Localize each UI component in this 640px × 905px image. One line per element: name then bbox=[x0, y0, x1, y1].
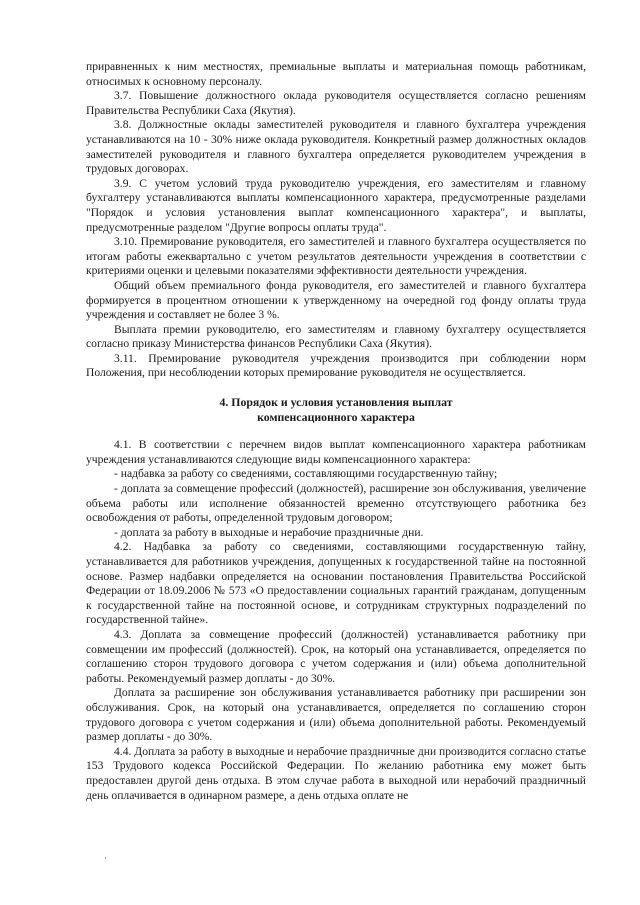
paragraph: - доплата за совмещение профессий (должностей), расширение зон обслуживания, увеличение объема работы или исполнение обязанностей временно отсутствующего работника без освобождения от работы, определенной трудовым договором; bbox=[86, 482, 586, 525]
paragraph: 3.10. Премирование руководителя, его заместителей и главного бухгалтера осуществляется по итогам работы ежеквартально с учетом результатов деятельности учреждения в соответствии с критериями оценки и целевыми показателями эффективности деятельности учреждения. bbox=[86, 235, 586, 278]
paragraph: - доплата за работу в выходные и нерабочие праздничные дни. bbox=[114, 525, 424, 539]
paragraph: 3.8. Должностные оклады заместителей руководителя и главного бухгалтера учреждения устанавливаются на 10 - 30% ниже оклада руководителя. Конкретный размер должностных окладов заместителей руководителя и главного бухгалтера определяется руководителем учреждения в трудовых договорах. bbox=[86, 118, 586, 176]
paragraph: 3.11. Премирование руководителя учреждения производится при соблюдении норм Положения, при несоблюдении которых премирование руководителя не осуществляется. bbox=[86, 351, 586, 380]
spacer bbox=[86, 424, 586, 438]
paragraph: Доплата за расширение зон обслуживания устанавливается работнику при расширении зон обслуживания. Срок, на который она устанавливается, определяется по соглашению сторон трудового договора с учетом содержания и (или) объема дополнительной работы. Рекомендуемый размер доплаты - до 30%. bbox=[86, 686, 586, 744]
paragraphs-after-heading bbox=[86, 438, 586, 803]
paragraph: 3.7. Повышение должностного оклада руководителя осуществляется согласно решениям Правительства Республики Саха (Якутия). bbox=[86, 89, 586, 117]
paragraph: приравненных к ним местностях, премиальные выплаты и материальная помощь работникам, относимых к основному персоналу. bbox=[86, 60, 586, 88]
paragraph: - надбавка за работу со сведениями, составляющими государственную тайну; bbox=[114, 467, 498, 481]
section-heading-line-2: компенсационного характера bbox=[257, 409, 415, 424]
paragraph: 4.1. В соответствии с перечнем видов выплат компенсационного характера работникам учреждения устанавливаются следующие виды компенсационного характера: bbox=[86, 438, 586, 466]
paragraph: Выплата премии руководителю, его заместителям и главному бухгалтеру осуществляется согласно приказу Министерства финансов Республики Саха (Якутия). bbox=[86, 322, 586, 351]
section-heading-line-1: 4. Порядок и условия установления выплат bbox=[219, 395, 453, 410]
paragraph: Общий объем премиального фонда руководителя, его заместителей и главного бухгалтера формируется в процентном отношении к утвержденному на очередной год фонду оплаты труда учреждения и составляет не более 3 %. bbox=[86, 278, 586, 322]
spacer bbox=[86, 381, 586, 395]
paragraph: 4.2. Надбавка за работу со сведениями, составляющими государственную тайну, устанавливается для работников учреждения, допущенных к государственной тайне на постоянной основе. Размер надбавки определяется на основании постановления Правительства Российской Федерации от 18.09.2006 № 573 «О предоставлении социальных гарантий гражданам, допущенным к государственной тайне на постоянной основе, и сотрудникам структурных подразделений по государственной тайне». bbox=[86, 540, 586, 627]
document-body bbox=[86, 60, 586, 803]
paragraphs-before-heading bbox=[86, 60, 586, 381]
paragraph: 4.4. Доплата за работу в выходные и нерабочие праздничные дни производится согласно статье 153 Трудового кодекса Российской Федерации. По желанию работника ему может быть предоставлен другой день отдыха. В этом случае работа в выходной или нерабочий праздничный день оплачивается в одинарном размере, а день отдыха оплате не bbox=[86, 744, 586, 802]
paragraph: 3.9. С учетом условий труда руководителю учреждения, его заместителям и главному бухгалтеру устанавливаются выплаты компенсационного характера, предусмотренные разделами "Порядок и условия установления выплат компенсационного характера", и выплаты, предусмотренные разделом "Другие вопросы оплаты труда". bbox=[86, 176, 586, 234]
paragraph: 4.3. Доплата за совмещение профессий (должностей) устанавливается работнику при совмещении им профессий (должностей). Срок, на который она устанавливается, определяется по соглашению сторон трудового договора с учетом содержания и (или) объема дополнительной работы. Рекомендуемый размер доплаты - до 30%. bbox=[86, 627, 586, 685]
scan-speck: · bbox=[104, 854, 107, 864]
